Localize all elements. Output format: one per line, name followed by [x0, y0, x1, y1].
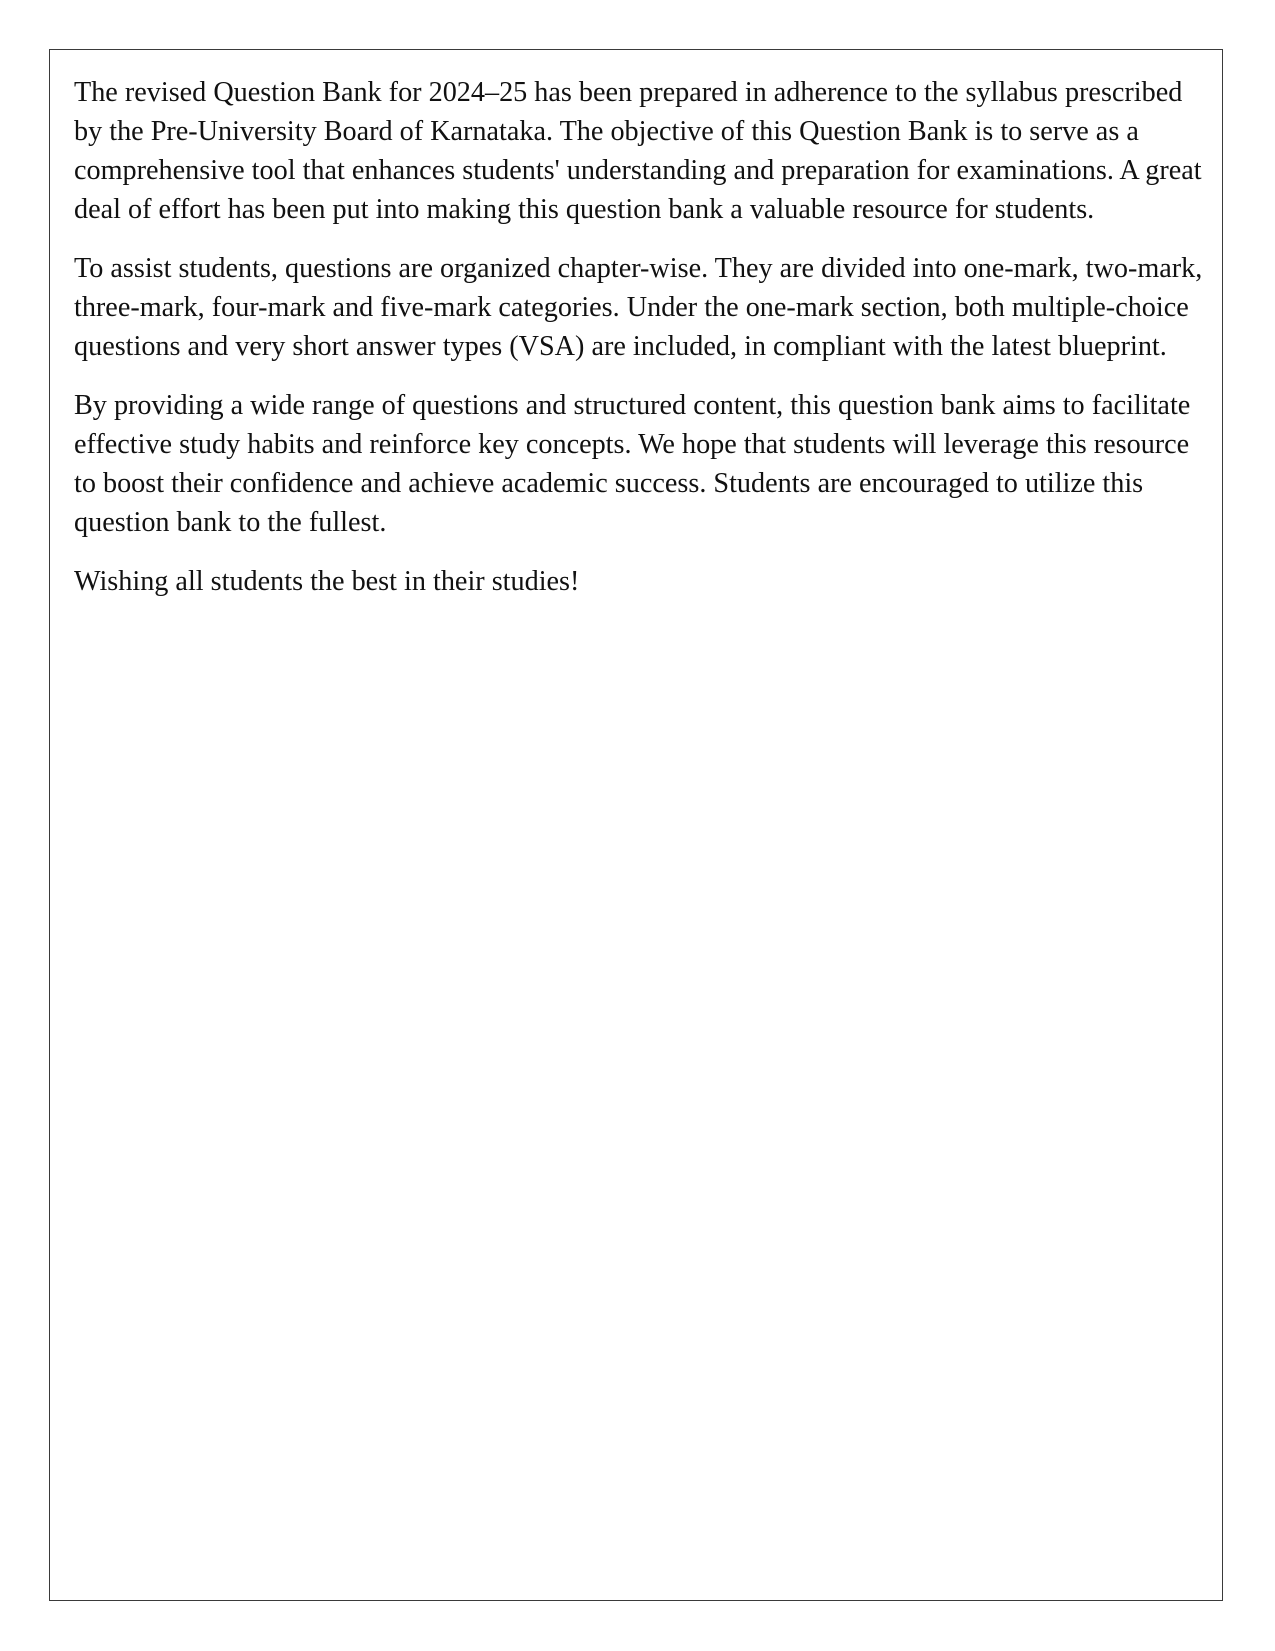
paragraph-aims: By providing a wide range of questions and structured content, this question bank aims to facilitate effective study habits and reinforce key concepts. We hope that students will leverage this resource to boost their confidence and achieve academic success. Students are encouraged to utilize this question bank to the fullest. — [74, 390, 1191, 538]
paragraph-organization: To assist students, questions are organized chapter-wise. They are divided into one-mark, two-mark, three-mark, four-mark and five-mark categories. Under the one-mark section, both multiple-choice questions and very short answer types (VSA) are included, in compliant with the latest blueprint. — [74, 253, 1203, 362]
paragraph-closing: Wishing all students the best in their studies! — [74, 566, 580, 597]
document-body — [74, 73, 1209, 621]
paragraph-intro: The revised Question Bank for 2024–25 has been prepared in adherence to the syllabus prescribed by the Pre-University Board of Karnataka. The objective of this Question Bank is to serve as a comprehensive tool that enhances students' understanding and preparation for examinations. A great deal of effort has been put into making this question bank a valuable resource for students. — [74, 77, 1202, 225]
